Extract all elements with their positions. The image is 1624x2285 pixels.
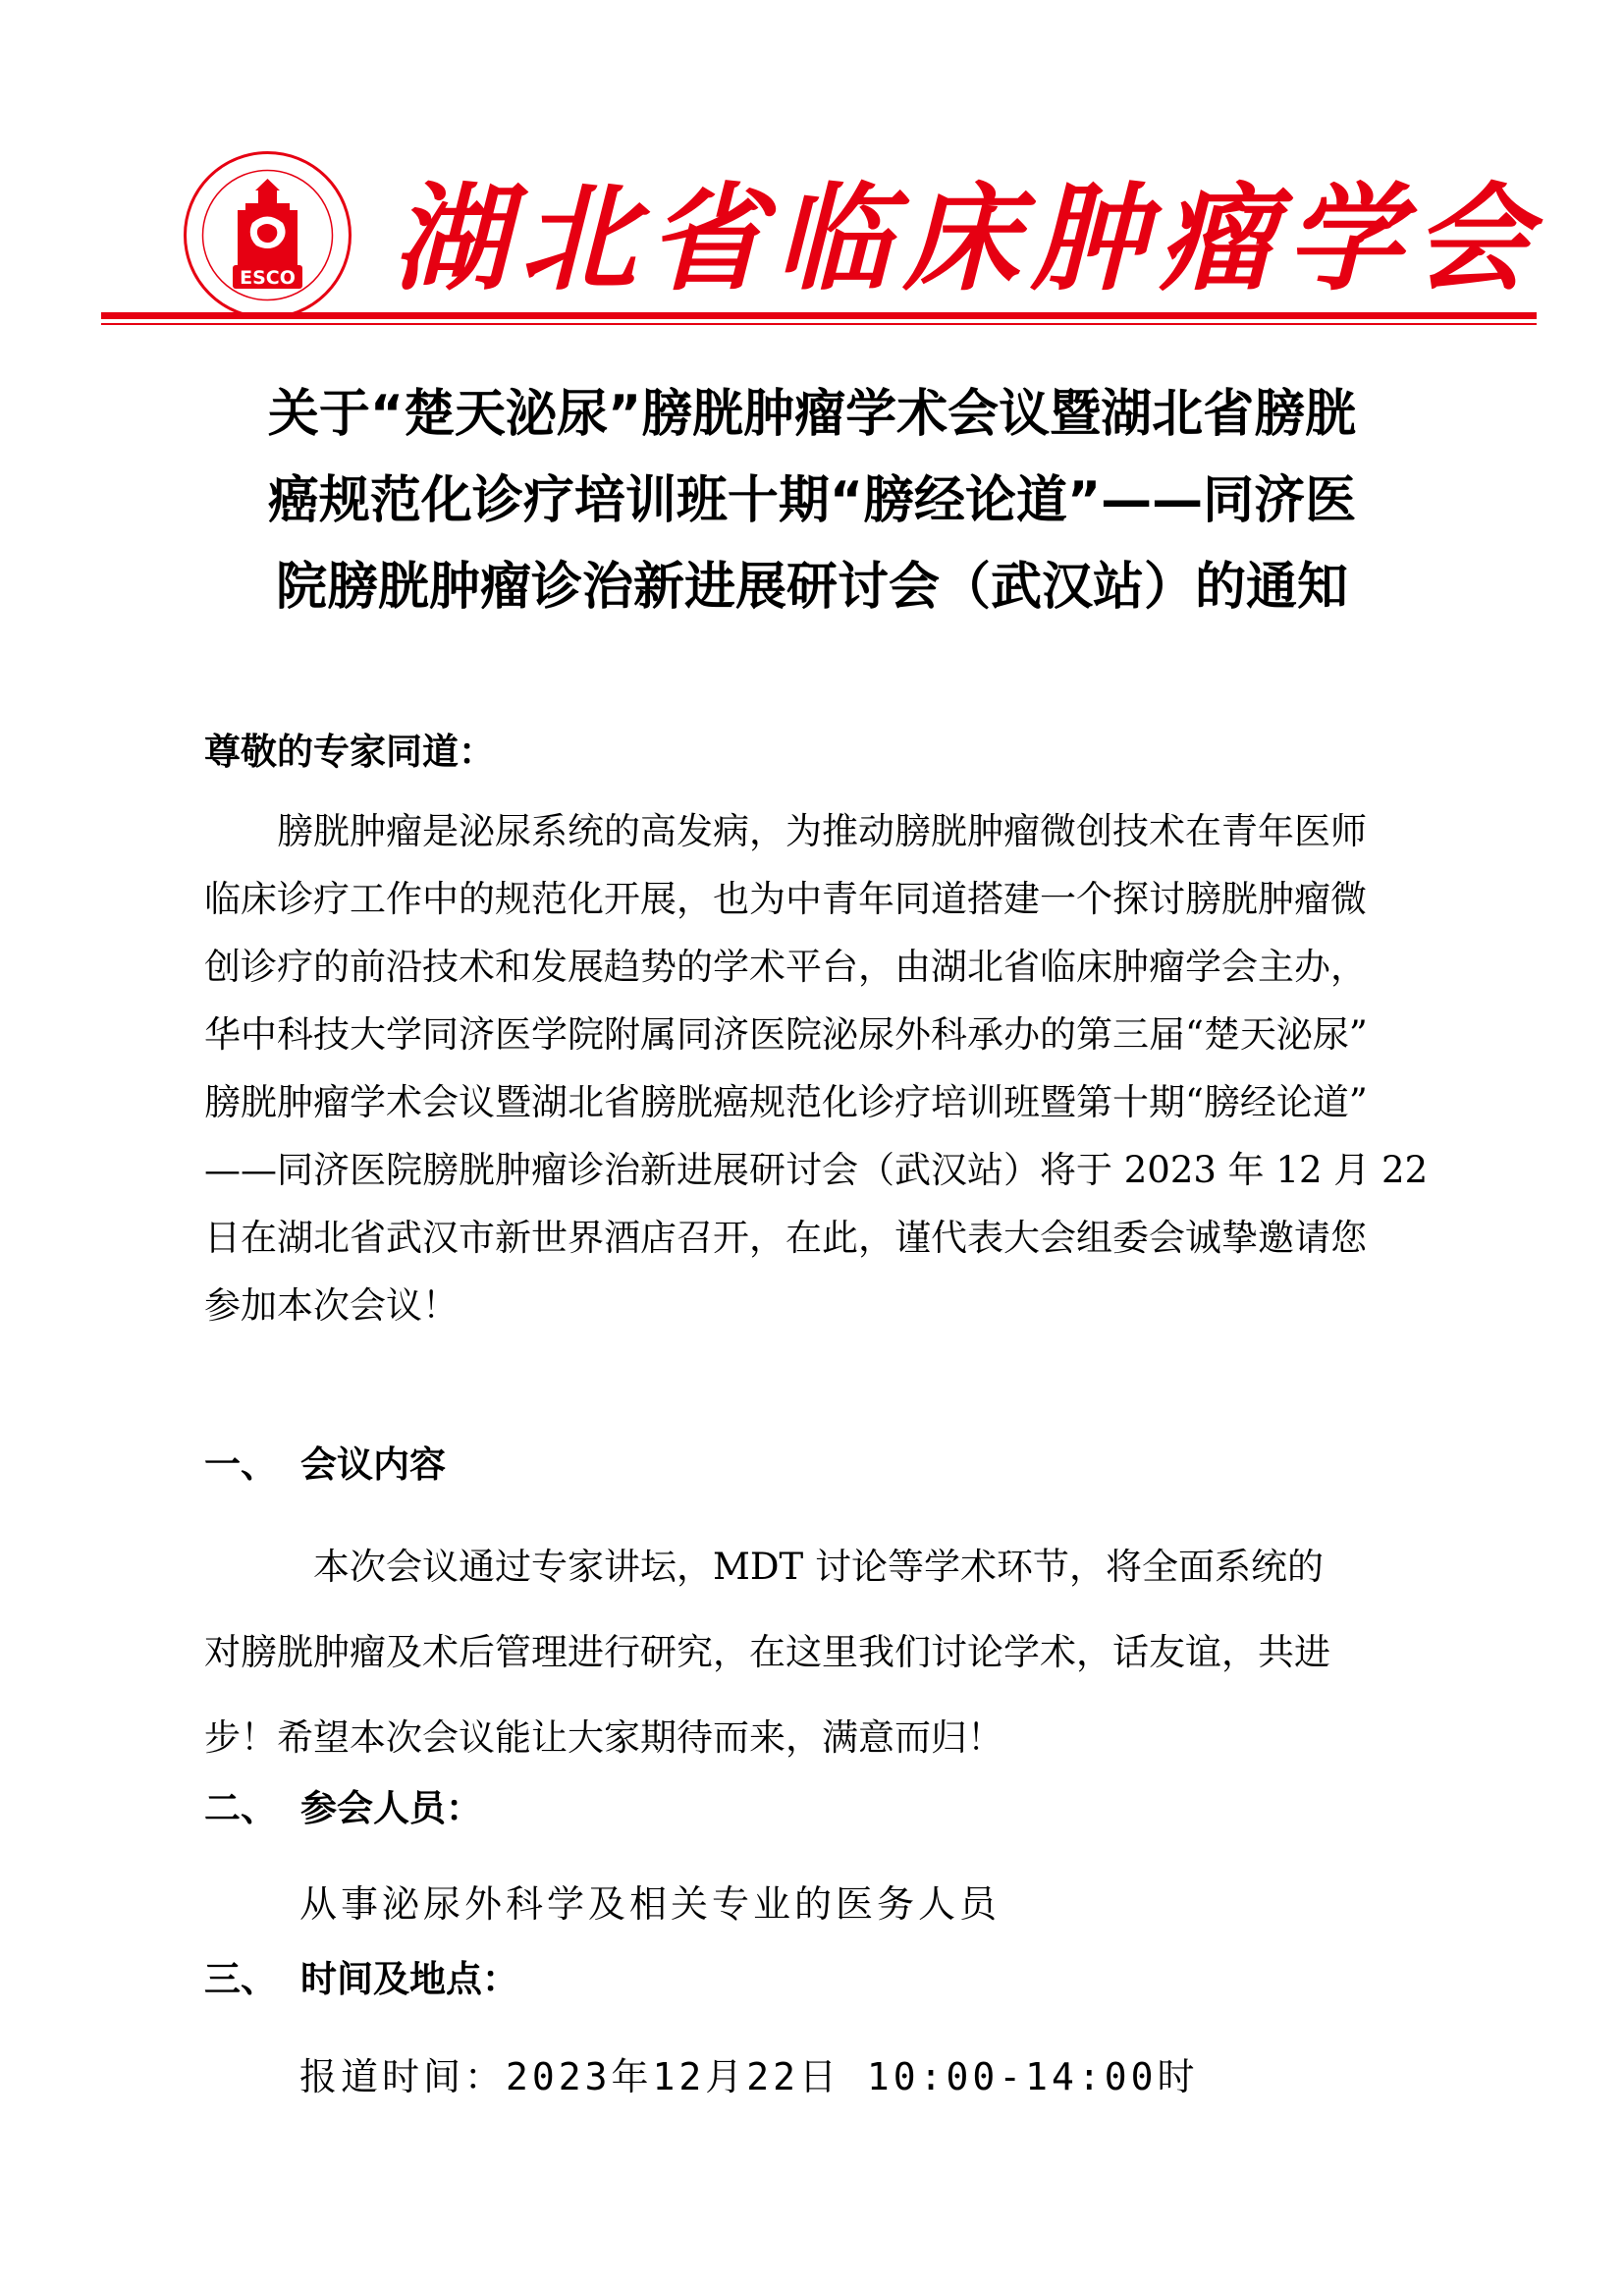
greeting: 尊敬的专家同道： — [204, 731, 495, 773]
title-line: 院膀胱肿瘤诊治新进展研讨会（武汉站）的通知 — [275, 558, 1348, 617]
section-3-text: 报道时间：2023年12月22日 10:00-14:00时 — [299, 2055, 1199, 2098]
section-number: 三、 — [204, 1958, 277, 2000]
header-rule — [101, 312, 1537, 319]
paragraph-line: 创诊疗的前沿技术和发展趋势的学术平台，由湖北省临床肿瘤学会主办， — [204, 946, 1367, 988]
document-title — [147, 371, 1477, 630]
logo-abbr: ESCO — [240, 267, 296, 289]
paragraph-line: 步！希望本次会议能让大家期待而来，满意而归！ — [204, 1716, 1003, 1759]
section-2-text: 从事泌尿外科学及相关专业的医务人员 — [299, 1882, 1001, 1926]
paragraph-line: 膀胱肿瘤是泌尿系统的高发病，为推动膀胱肿瘤微创技术在青年医师 — [204, 810, 1367, 852]
paragraph-line: 对膀胱肿瘤及术后管理进行研究，在这里我们讨论学术，话友谊，共进 — [204, 1631, 1330, 1673]
intro-paragraph — [204, 797, 1443, 1339]
section-heading-3 — [204, 1956, 518, 2003]
title-line: 癌规范化诊疗培训班十期“膀经论道”——同济医 — [267, 471, 1357, 530]
society-logo — [182, 149, 353, 321]
section-title: 会议内容 — [300, 1443, 446, 1486]
org-name: 湖北省临床肿瘤学会 — [393, 170, 1543, 306]
paragraph-line: 日在湖北省武汉市新世界酒店召开，在此，谨代表大会组委会诚挚邀请您 — [204, 1217, 1367, 1259]
section-1-text — [204, 1524, 1443, 1780]
paragraph-line: ——同济医院膀胱肿瘤诊治新进展研讨会（武汉站）将于 2023 年 12 月 22 — [204, 1149, 1429, 1191]
paragraph-line: 华中科技大学同济医学院附属同济医院泌尿外科承办的第三届“楚天泌尿” — [204, 1013, 1368, 1056]
paragraph-line: 参加本次会议！ — [204, 1284, 459, 1327]
section-title: 参会人员： — [300, 1787, 482, 1829]
section-heading-2 — [204, 1785, 482, 1832]
section-title: 时间及地点： — [300, 1958, 518, 2000]
header-rule-thin — [101, 323, 1537, 325]
paragraph-line: 膀胱肿瘤学术会议暨湖北省膀胱癌规范化诊疗培训班暨第十期“膀经论道” — [204, 1081, 1368, 1123]
paragraph-line: 本次会议通过专家讲坛，MDT 讨论等学术环节，将全面系统的 — [204, 1546, 1324, 1588]
section-number: 一、 — [204, 1443, 277, 1486]
section-heading-1 — [204, 1442, 446, 1489]
paragraph-line: 临床诊疗工作中的规范化开展，也为中青年同道搭建一个探讨膀胱肿瘤微 — [204, 878, 1367, 920]
section-number: 二、 — [204, 1787, 277, 1829]
title-line: 关于“楚天泌尿”膀胱肿瘤学术会议暨湖北省膀胱 — [267, 385, 1357, 444]
